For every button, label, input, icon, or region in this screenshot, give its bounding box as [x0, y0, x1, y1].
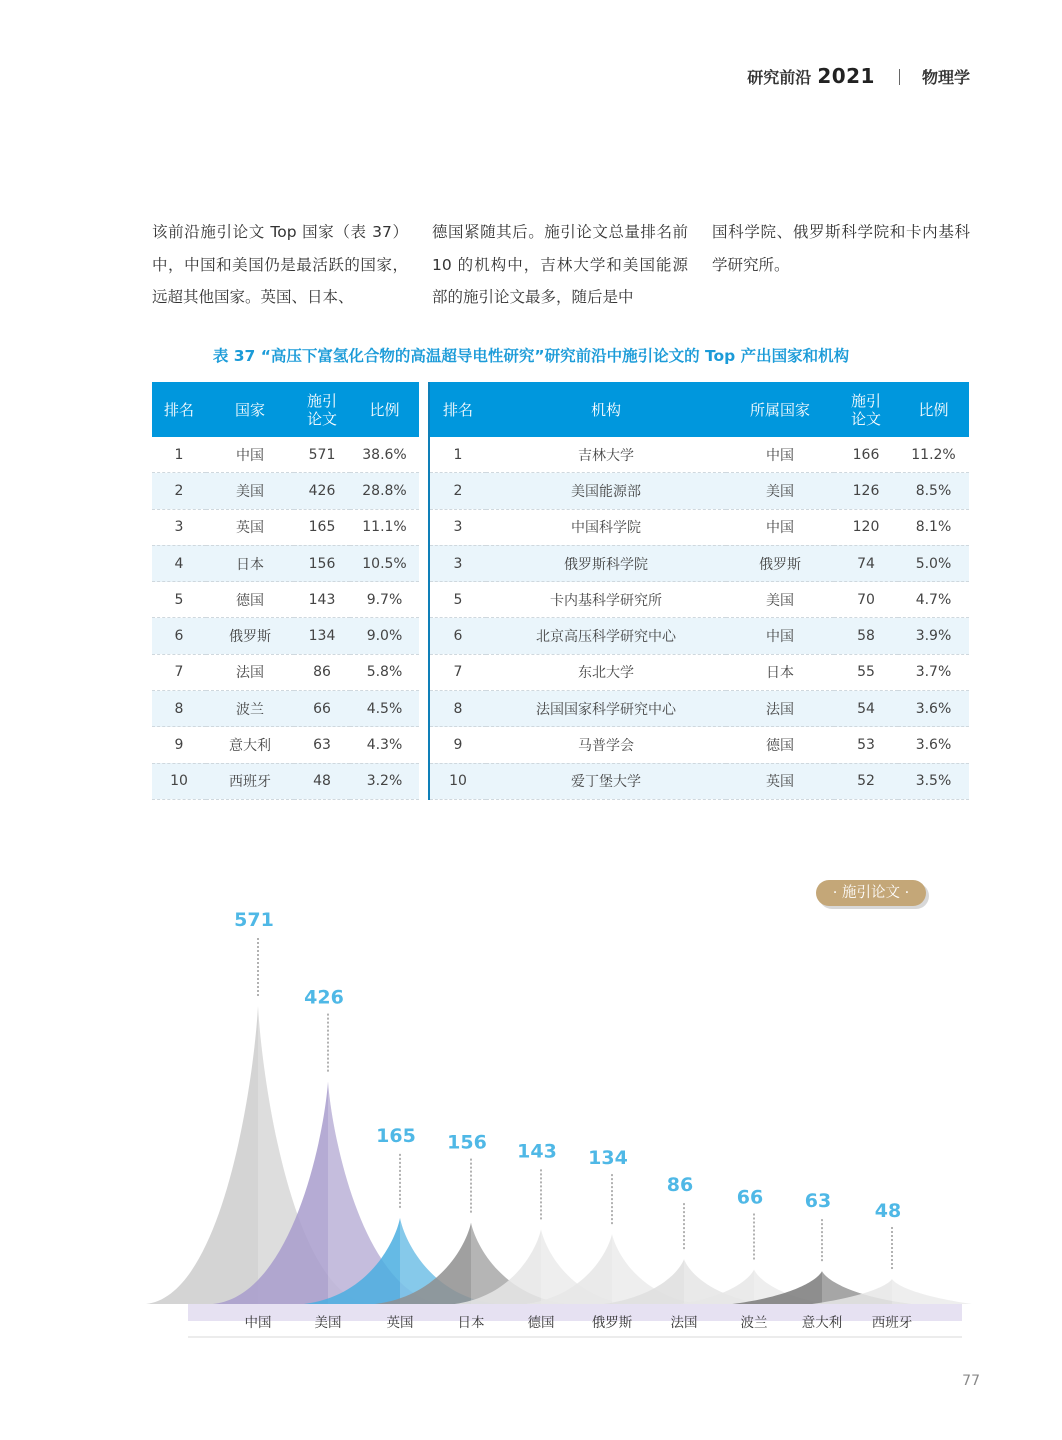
country-cell: 7	[152, 654, 206, 690]
institution-cell: 中国	[726, 509, 834, 545]
country-cell: 48	[294, 763, 350, 799]
institution-cell: 3.6%	[898, 727, 969, 763]
table-row	[152, 473, 419, 509]
table-row	[152, 654, 419, 690]
chart-peak-highlight	[892, 1279, 972, 1304]
chart-category-label: 波兰	[740, 1315, 768, 1331]
institution-cell: 中国	[726, 437, 834, 473]
chart-value-label: 66	[736, 1186, 764, 1209]
table-row	[152, 437, 419, 473]
institution-cell: 3.6%	[898, 691, 969, 727]
country-cell: 西班牙	[206, 763, 294, 799]
institution-cell: 中国	[726, 618, 834, 654]
country-cell: 6	[152, 618, 206, 654]
institution-cell: 美国	[726, 473, 834, 509]
table-row	[430, 545, 969, 581]
country-cell: 中国	[206, 437, 294, 473]
chart-value-label: 143	[517, 1140, 557, 1163]
institution-table	[430, 382, 969, 800]
table-row	[152, 691, 419, 727]
institution-cell: 8.5%	[898, 473, 969, 509]
institution-cell: 166	[834, 437, 898, 473]
chart-value-label: 63	[804, 1190, 832, 1213]
chart-category-label: 俄罗斯	[591, 1315, 633, 1331]
citation-chart	[0, 860, 1062, 1350]
country-cell: 9	[152, 727, 206, 763]
institution-cell: 58	[834, 618, 898, 654]
header-title: 研究前沿	[747, 68, 812, 87]
institution-cell: 5.0%	[898, 545, 969, 581]
table-row	[152, 763, 419, 799]
chart-value-label: 134	[588, 1147, 628, 1170]
country-cell: 143	[294, 582, 350, 618]
chart-category-label: 德国	[527, 1315, 555, 1331]
institution-cell: 东北大学	[486, 654, 726, 690]
chart-baseline-band	[188, 1304, 962, 1321]
institution-cell: 70	[834, 582, 898, 618]
country-cell: 英国	[206, 509, 294, 545]
institution-cell: 3.9%	[898, 618, 969, 654]
institution-cell: 54	[834, 691, 898, 727]
institution-cell: 法国	[726, 691, 834, 727]
institution-cell: 6	[430, 618, 486, 654]
country-cell: 11.1%	[350, 509, 419, 545]
table-row	[152, 545, 419, 581]
country-header-1: 国家	[206, 382, 294, 437]
chart-category-label: 西班牙	[871, 1315, 913, 1331]
country-header-3: 比例	[350, 382, 419, 437]
country-cell: 426	[294, 473, 350, 509]
country-cell: 156	[294, 545, 350, 581]
intro-col-1: 该前沿施引论文 Top 国家（表 37）中，中国和美国仍是最活跃的国家，远超其他国家。英国、日本、	[152, 223, 408, 306]
intro-col-3: 国科学院、俄罗斯科学院和卡内基科学研究所。	[712, 223, 970, 274]
institution-header-0: 排名	[430, 382, 486, 437]
institution-header-2: 所属国家	[726, 382, 834, 437]
chart-category-label: 美国	[314, 1315, 342, 1331]
institution-cell: 日本	[726, 654, 834, 690]
header-section: 物理学	[921, 68, 970, 87]
institution-cell: 1	[430, 437, 486, 473]
page-number: 77	[962, 1373, 980, 1389]
institution-cell: 7	[430, 654, 486, 690]
institution-cell: 3.7%	[898, 654, 969, 690]
chart-legend-badge: · 施引论文 ·	[816, 880, 926, 906]
table-row	[152, 582, 419, 618]
country-cell: 8	[152, 691, 206, 727]
table-row	[152, 727, 419, 763]
institution-cell: 3	[430, 545, 486, 581]
country-cell: 日本	[206, 545, 294, 581]
country-cell: 美国	[206, 473, 294, 509]
country-header-0: 排名	[152, 382, 206, 437]
country-cell: 28.8%	[350, 473, 419, 509]
institution-cell: 卡内基科学研究所	[486, 582, 726, 618]
table-row	[430, 582, 969, 618]
country-cell: 2	[152, 473, 206, 509]
chart-category-label: 中国	[244, 1315, 272, 1331]
country-cell: 63	[294, 727, 350, 763]
institution-cell: 北京高压科学研究中心	[486, 618, 726, 654]
header-divider	[899, 69, 900, 85]
country-cell: 9.0%	[350, 618, 419, 654]
table-row	[430, 437, 969, 473]
institution-cell: 11.2%	[898, 437, 969, 473]
institution-cell: 10	[430, 763, 486, 799]
country-cell: 3.2%	[350, 763, 419, 799]
table-row	[430, 727, 969, 763]
institution-cell: 126	[834, 473, 898, 509]
institution-header-1: 机构	[486, 382, 726, 437]
chart-category-label: 法国	[670, 1315, 698, 1331]
chart-category-label: 意大利	[801, 1315, 843, 1331]
country-cell: 5.8%	[350, 654, 419, 690]
institution-cell: 5	[430, 582, 486, 618]
country-cell: 俄罗斯	[206, 618, 294, 654]
institution-cell: 74	[834, 545, 898, 581]
table-row	[430, 763, 969, 799]
table-row	[430, 509, 969, 545]
institution-cell: 120	[834, 509, 898, 545]
institution-cell: 德国	[726, 727, 834, 763]
country-cell: 3	[152, 509, 206, 545]
institution-cell: 美国能源部	[486, 473, 726, 509]
institution-cell: 吉林大学	[486, 437, 726, 473]
chart-value-label: 165	[376, 1124, 416, 1147]
table-row	[430, 618, 969, 654]
country-cell: 4	[152, 545, 206, 581]
table-row	[430, 691, 969, 727]
institution-cell: 中国科学院	[486, 509, 726, 545]
country-cell: 165	[294, 509, 350, 545]
country-cell: 波兰	[206, 691, 294, 727]
institution-cell: 美国	[726, 582, 834, 618]
institution-cell: 爱丁堡大学	[486, 763, 726, 799]
country-cell: 4.5%	[350, 691, 419, 727]
institution-cell: 2	[430, 473, 486, 509]
chart-value-label: 426	[304, 986, 344, 1009]
country-cell: 38.6%	[350, 437, 419, 473]
country-cell: 5	[152, 582, 206, 618]
country-cell: 法国	[206, 654, 294, 690]
country-cell: 571	[294, 437, 350, 473]
institution-cell: 3.5%	[898, 763, 969, 799]
table-row	[152, 509, 419, 545]
chart-category-label: 英国	[386, 1315, 414, 1331]
country-cell: 10	[152, 763, 206, 799]
institution-cell: 俄罗斯科学院	[486, 545, 726, 581]
table-row	[152, 618, 419, 654]
country-cell: 4.3%	[350, 727, 419, 763]
country-table	[152, 382, 419, 800]
table-caption: 表 37 “高压下富氢化合物的高温超导电性研究”研究前沿中施引论文的 Top 产出国家和机构	[212, 347, 850, 365]
institution-cell: 马普学会	[486, 727, 726, 763]
table-row	[430, 473, 969, 509]
chart-value-label: 571	[234, 909, 274, 931]
country-cell: 86	[294, 654, 350, 690]
country-cell: 德国	[206, 582, 294, 618]
intro-text	[152, 216, 970, 314]
institution-cell: 法国国家科学研究中心	[486, 691, 726, 727]
country-header-2: 施引 论文	[294, 382, 350, 437]
chart-value-label: 48	[874, 1199, 902, 1222]
country-cell: 10.5%	[350, 545, 419, 581]
chart-value-label: 86	[666, 1174, 694, 1197]
institution-cell: 8	[430, 691, 486, 727]
country-cell: 134	[294, 618, 350, 654]
institution-cell: 9	[430, 727, 486, 763]
chart-value-label: 156	[447, 1131, 487, 1154]
institution-cell: 4.7%	[898, 582, 969, 618]
running-header	[747, 64, 970, 88]
country-cell: 9.7%	[350, 582, 419, 618]
header-year: 2021	[817, 64, 875, 88]
institution-cell: 3	[430, 509, 486, 545]
institution-cell: 55	[834, 654, 898, 690]
institution-cell: 英国	[726, 763, 834, 799]
institution-header-3: 施引 论文	[834, 382, 898, 437]
institution-header-4: 比例	[898, 382, 969, 437]
institution-cell: 52	[834, 763, 898, 799]
intro-col-2: 德国紧随其后。施引论文总量排名前 10 的机构中，吉林大学和美国能源部的施引论文最多，随后是中	[432, 223, 688, 306]
institution-cell: 俄罗斯	[726, 545, 834, 581]
chart-category-label: 日本	[457, 1315, 485, 1331]
institution-cell: 8.1%	[898, 509, 969, 545]
institution-cell: 53	[834, 727, 898, 763]
country-cell: 66	[294, 691, 350, 727]
table-row	[430, 654, 969, 690]
country-cell: 1	[152, 437, 206, 473]
country-cell: 意大利	[206, 727, 294, 763]
